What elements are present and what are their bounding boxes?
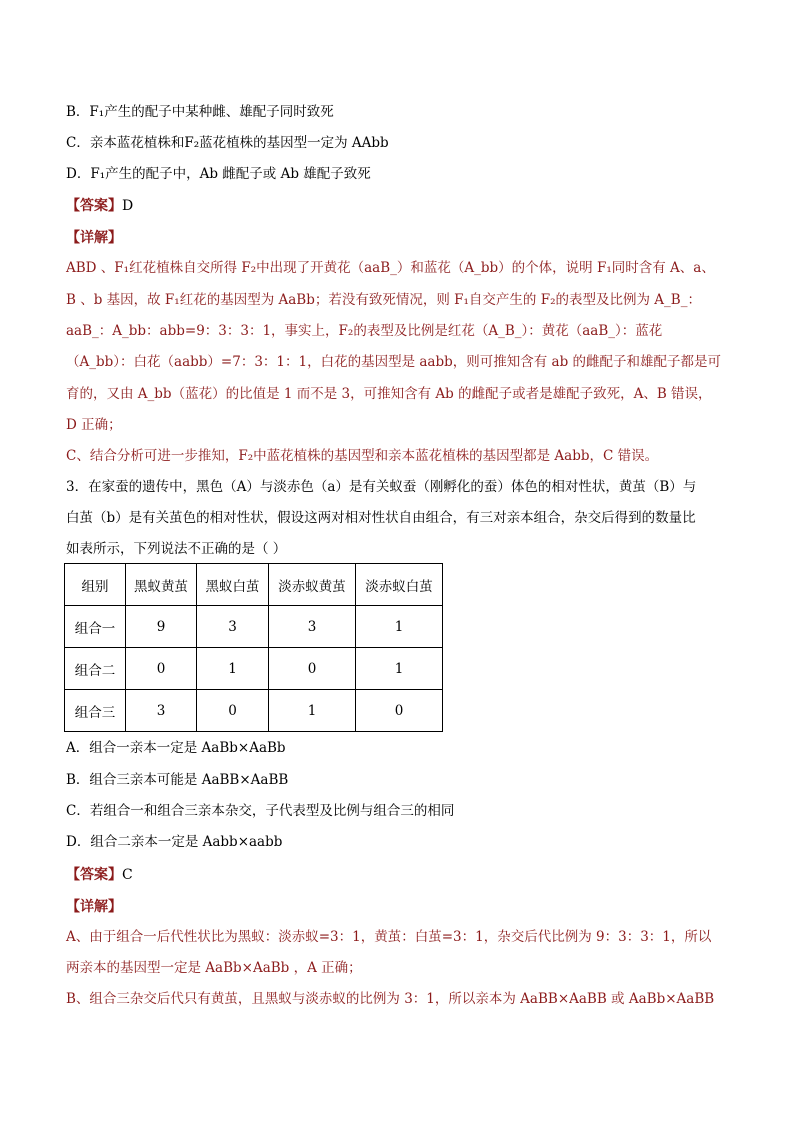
table-cell: 0	[197, 690, 269, 732]
option-b-prev: B．F₁产生的配子中某种雌、雄配子同时致死	[66, 104, 334, 120]
detail-label-1: 【详解】	[66, 230, 122, 246]
option-d-prev: D．F₁产生的配子中，Ab 雌配子或 Ab 雄配子致死	[66, 166, 371, 182]
explanation-1-line-4: （A_bb）：白花（aabb）=7：3：1：1，白花的基因型是 aabb，则可推知含有 ab 的雌配子和雄配子都是可	[66, 354, 722, 370]
answer-label: 【答案】	[66, 867, 122, 883]
table-cell: 组合二	[65, 648, 126, 690]
table-cell: 3	[197, 606, 269, 648]
detail-label-2: 【详解】	[66, 899, 122, 915]
answer-block-2	[66, 864, 133, 884]
explanation-1-line-1: ABD 、F₁红花植株自交所得 F₂中出现了开黄花（aaB_）和蓝花（A_bb）的个体，说明 F₁同时含有 A、a、	[66, 260, 715, 276]
table-cell: 3	[269, 606, 356, 648]
table-row	[65, 690, 443, 732]
table-cell: 3	[126, 690, 197, 732]
answer-value: C	[122, 867, 133, 883]
table-header-cell: 黑蚁白茧	[197, 564, 269, 606]
explanation-1-line-7: C、结合分析可进一步推知，F₂中蓝花植株的基因型和亲本蓝花植株的基因型都是 Aabb，C 错误。	[66, 448, 659, 464]
table-cell: 0	[126, 648, 197, 690]
table-cell: 1	[356, 606, 443, 648]
explanation-1-line-5: 育的，又由 A_bb（蓝花）的比值是 1 而不是 3，可推知含有 Ab 的雌配子或者是雄配子致死，A、B 错误，	[66, 386, 712, 402]
question-3-line-3: 如表所示，下列说法不正确的是（ ）	[66, 541, 287, 557]
option-d-q3: D．组合二亲本一定是 Aabb×aabb	[66, 834, 283, 850]
table-cell: 组合三	[65, 690, 126, 732]
question-3-line-2: 白茧（b）是有关茧色的相对性状，假设这两对相对性状自由组合，有三对亲本组合，杂交后得到的数量比	[66, 510, 696, 526]
cross-results-table	[64, 563, 443, 732]
question-3-line-1: 3．在家蚕的遗传中，黑色（A）与淡赤色（a）是有关蚁蚕（刚孵化的蚕）体色的相对性状，黄茧（B）与	[66, 479, 697, 495]
table-cell: 1	[197, 648, 269, 690]
answer-block-1	[66, 195, 133, 215]
explanation-1-line-2: B 、b 基因，故 F₁红花的基因型为 AaBb；若没有致死情况，则 F₁自交产生的 F₂的表型及比例为 A_B_：	[66, 292, 701, 308]
answer-label: 【答案】	[66, 198, 122, 214]
table-header-cell: 黑蚁黄茧	[126, 564, 197, 606]
explanation-1-line-3: aaB_：A_bb：abb=9：3：3：1，事实上，F₂的表型及比例是红花（A_B_）：黄花（aaB_）：蓝花	[66, 323, 663, 339]
explanation-2-line-1: A、由于组合一后代性状比为黑蚁：淡赤蚁=3：1，黄茧：白茧=3：1，杂交后代比例为 9：3：3：1，所以	[66, 929, 712, 945]
option-a-q3: A．组合一亲本一定是 AaBb×AaBb	[66, 740, 286, 756]
table-header-row	[65, 564, 443, 606]
option-b-q3: B．组合三亲本可能是 AaBB×AaBB	[66, 772, 289, 788]
answer-value: D	[122, 198, 134, 214]
explanation-1-line-6: D 正确；	[66, 417, 122, 433]
explanation-2-line-2: 两亲本的基因型一定是 AaBb×AaBb ，A 正确；	[66, 960, 362, 976]
table-cell: 组合一	[65, 606, 126, 648]
table-header-cell: 淡赤蚁黄茧	[269, 564, 356, 606]
table-cell: 9	[126, 606, 197, 648]
table-cell: 0	[269, 648, 356, 690]
table-row	[65, 606, 443, 648]
option-c-q3: C．若组合一和组合三亲本杂交，子代表型及比例与组合三的相同	[66, 803, 455, 819]
option-c-prev: C．亲本蓝花植株和F₂蓝花植株的基因型一定为 AAbb	[66, 135, 389, 151]
table-header-cell: 组别	[65, 564, 126, 606]
table-cell: 0	[356, 690, 443, 732]
explanation-2-line-3: B、组合三杂交后代只有黄茧，且黑蚁与淡赤蚁的比例为 3：1，所以亲本为 AaBB×AaBB 或 AaBb×AaBB	[66, 991, 715, 1007]
table-row	[65, 648, 443, 690]
table-cell: 1	[269, 690, 356, 732]
table-cell: 1	[356, 648, 443, 690]
table-header-cell: 淡赤蚁白茧	[356, 564, 443, 606]
